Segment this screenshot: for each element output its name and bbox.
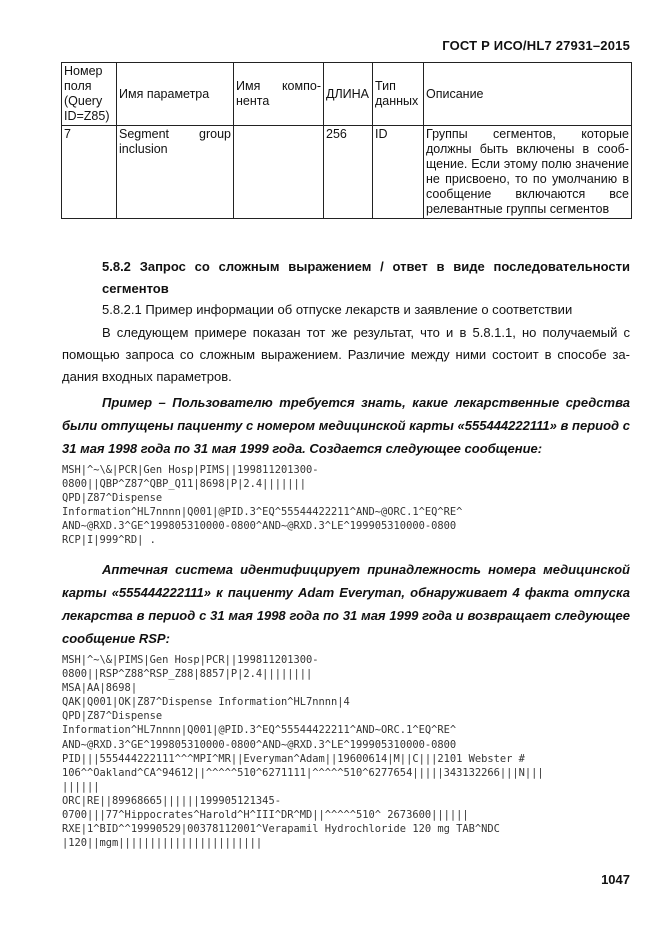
- cell-data-type: ID: [373, 126, 424, 219]
- cell-component: [234, 126, 324, 219]
- body-paragraph: В следующем примере показан тот же результат, что и в 5.8.1.1, но получаемый с помощью запроса со сложным выражением. Различие между ними состоит в способе задания входных параметров.: [62, 325, 630, 384]
- example-paragraph: Пример – Пользователю требуется знать, какие лекарственные средства были отпущены пациенту с номером медицинской карты «555444222111» в период с 31 мая 1998 года по 31 мая 1999 года. Создается следующее сообщение:: [62, 395, 630, 456]
- header-description: Описание: [424, 63, 632, 126]
- header-field-number: Номер поля (Query ID=Z85): [62, 63, 117, 126]
- subsection-heading: 5.8.2.1 Пример информации об отпуске лекарств и заявление о соответствии: [102, 302, 573, 317]
- code-block-query: MSH|^~\&|PCR|Gen Hosp|PIMS||199811201300- 0800||QBP^Z87^QBP_Q11|8698|P|2.4||||||| QPD|Z87^Dispense Information^HL7nnnn|Q001|@PID.3^EQ^55544422211^AND~@ORC.1^EQ^RE^ AND~@RXD.3^GE^199805310000-0800^AND~@RXD.3^LE^199905310000-0800 RCP|I|999^RD| .: [62, 464, 463, 547]
- page-number: 1047: [601, 872, 630, 887]
- code-block-response: MSH|^~\&|PIMS|Gen Hosp|PCR||199811201300- 0800||RSP^Z88^RSP_Z88|8857|P|2.4|||||||| MSA|AA|8698| QAK|Q001|OK|Z87^Dispense Information^HL7nnnn|4 QPD|Z87^Dispense Information^HL7nnnn|Q001|@PID.3^EQ^55544422211^AND~ORC.1^EQ^RE^ AND~@RXD.3^GE^199805310000-0800^AND~@RXD.3^LE^199905310000-0800 PID|||555444222111^^^MPI^MR||Everyman^Adam||19600614|M||C|||2101 Webster # 106^^Oakland^CA^94612||^^^^^510^6271111|^^^^^510^6277654|||||343132266|||N||| |||||| ORC|RE||89968665||||||199905121345- 0700|||77^Hippocrates^Harold^H^III^DR^MD||^^^^^510^ 2673600|||||| RXE|1^BID^^19990529|00378112001^Verapamil Hydrochloride 120 mg TAB^NDC |120||mgm|||||||||||||||||||||||: [62, 654, 544, 850]
- table-row: [62, 126, 632, 219]
- document-header: ГОСТ Р ИСО/HL7 27931–2015: [442, 38, 630, 53]
- cell-field-number: 7: [62, 126, 117, 219]
- table-header-row: [62, 63, 632, 126]
- header-component-name: Имя компонента: [234, 63, 324, 126]
- cell-length: 256: [324, 126, 373, 219]
- header-length: ДЛИНА: [324, 63, 373, 126]
- section-heading: 5.8.2 Запрос со сложным выражением / ответ в виде последовательности сегментов: [102, 259, 630, 296]
- response-paragraph: Аптечная система идентифицирует принадлежность номера медицинской карты «555444222111» к пациенту Adam Everyman, обнаруживает 4 факта отпуска лекарства в период с 31 мая 1998 года по 31 мая 1999 года и возвращает следующее сообщение RSP:: [62, 562, 630, 646]
- cell-description: Группы сегментов, которые должны быть включены в сообщение. Если этому полю значение не присвоено, то по умолчанию в сообщение включаются все релевантные группы сегментов: [424, 126, 632, 219]
- parameters-table: [61, 62, 632, 219]
- header-data-type: Тип данных: [373, 63, 424, 126]
- cell-param-name: Segment group inclusion: [117, 126, 234, 219]
- header-param-name: Имя параметра: [117, 63, 234, 126]
